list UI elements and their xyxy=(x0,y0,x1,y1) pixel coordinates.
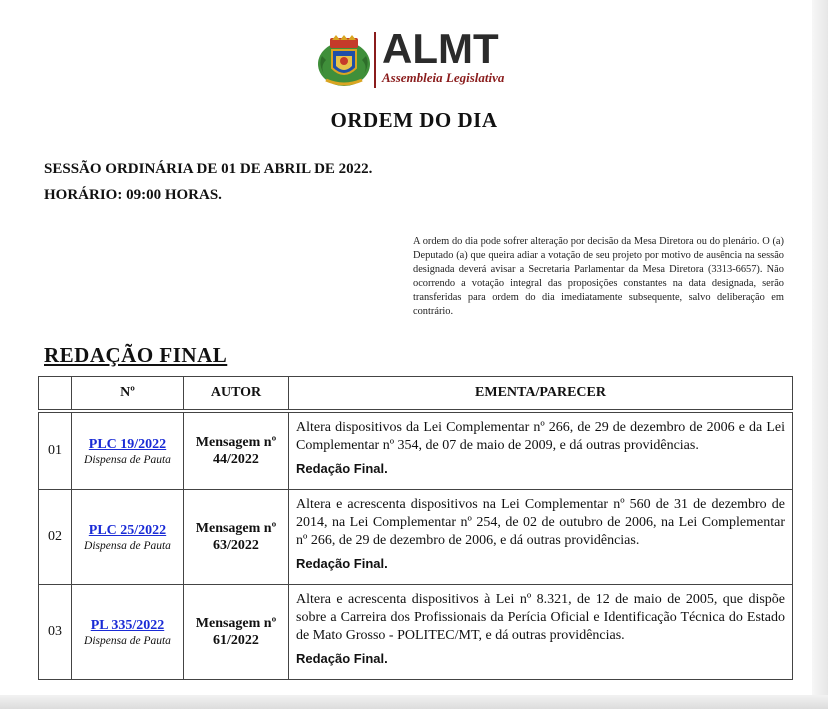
row-index: 03 xyxy=(39,585,72,680)
author-line-2: 44/2022 xyxy=(213,452,259,467)
opinion-text: Redação Final. xyxy=(296,651,388,666)
table-row xyxy=(39,585,793,680)
state-coat-of-arms-icon xyxy=(316,34,372,90)
agenda-table xyxy=(38,376,793,680)
table-header-row xyxy=(39,377,793,410)
summary-text: Altera e acrescenta dispositivos na Lei Complementar nº 560 de 31 de dezembro de 2014, na Lei Complementar nº 254, de 02 de outubro de 2006, na Lei Complementar nº 266, de 29 de dezembro de 2006, e dá outras providências. xyxy=(296,497,785,548)
header-index xyxy=(39,377,72,410)
author-line-2: 61/2022 xyxy=(213,633,259,648)
section-heading: REDAÇÃO FINAL xyxy=(44,343,228,367)
row-author xyxy=(184,585,289,680)
row-project-cell xyxy=(72,413,184,490)
row-index: 01 xyxy=(39,413,72,490)
logo-subtitle: Assembleia Legislativa xyxy=(382,70,505,85)
row-summary xyxy=(289,490,793,585)
project-link[interactable]: PLC 25/2022 xyxy=(88,522,167,538)
notice-paragraph: A ordem do dia pode sofrer alteração por decisão da Mesa Diretora ou do plenário. O (a) Deputado (a) que queira adiar a votação de seu projeto por motivo de ausência na sessão designada deverá avisar a Secretaria Parlamentar da Mesa Diretora (3313-6657). Não ocorrendo a votação integral das proposições constantes na data designada, serão transferidas para ordem do dia imediatamente subsequente, salvo deliberação em contrário. xyxy=(413,236,784,318)
opinion-text: Redação Final. xyxy=(296,461,388,476)
author-line-1: Mensagem nº xyxy=(195,616,277,631)
session-hour: HORÁRIO: 09:00 HORAS. xyxy=(44,187,222,203)
page-edge-shadow xyxy=(812,0,828,709)
author-line-2: 63/2022 xyxy=(213,538,259,553)
table-row xyxy=(39,490,793,585)
row-index: 02 xyxy=(39,490,72,585)
row-author xyxy=(184,413,289,490)
row-summary xyxy=(289,413,793,490)
project-note: Dispensa de Pauta xyxy=(84,539,171,552)
header-number: Nº xyxy=(72,377,184,410)
row-author xyxy=(184,490,289,585)
row-summary xyxy=(289,585,793,680)
header-author: AUTOR xyxy=(184,377,289,410)
project-note: Dispensa de Pauta xyxy=(84,453,171,466)
project-note: Dispensa de Pauta xyxy=(84,634,171,647)
author-line-1: Mensagem nº xyxy=(195,435,277,450)
row-project-cell xyxy=(72,585,184,680)
author-line-1: Mensagem nº xyxy=(195,521,277,536)
session-date: SESSÃO ORDINÁRIA DE 01 DE ABRIL DE 2022. xyxy=(44,161,373,177)
logo-wordmark: ALMT xyxy=(382,25,499,72)
opinion-text: Redação Final. xyxy=(296,556,388,571)
project-link[interactable]: PLC 19/2022 xyxy=(88,436,167,452)
summary-text: Altera dispositivos da Lei Complementar nº 266, de 29 de dezembro de 2006 e da Lei Complementar nº 354, de 07 de maio de 2009, e dá outras providências. xyxy=(296,420,785,453)
summary-text: Altera e acrescenta dispositivos à Lei nº 8.321, de 12 de maio de 2005, que dispõe sobre a Carreira dos Profissionais da Perícia Oficial e Identificação Técnica do Estado de Mato Grosso - POLITEC/MT, e dá outras providências. xyxy=(296,592,785,643)
row-project-cell xyxy=(72,490,184,585)
logo-divider xyxy=(374,32,376,88)
page-bottom-shadow xyxy=(0,695,828,709)
table-row xyxy=(39,413,793,490)
document-title: ORDEM DO DIA xyxy=(330,108,498,132)
header-summary: EMENTA/PARECER xyxy=(289,377,793,410)
project-link[interactable]: PL 335/2022 xyxy=(90,617,165,633)
